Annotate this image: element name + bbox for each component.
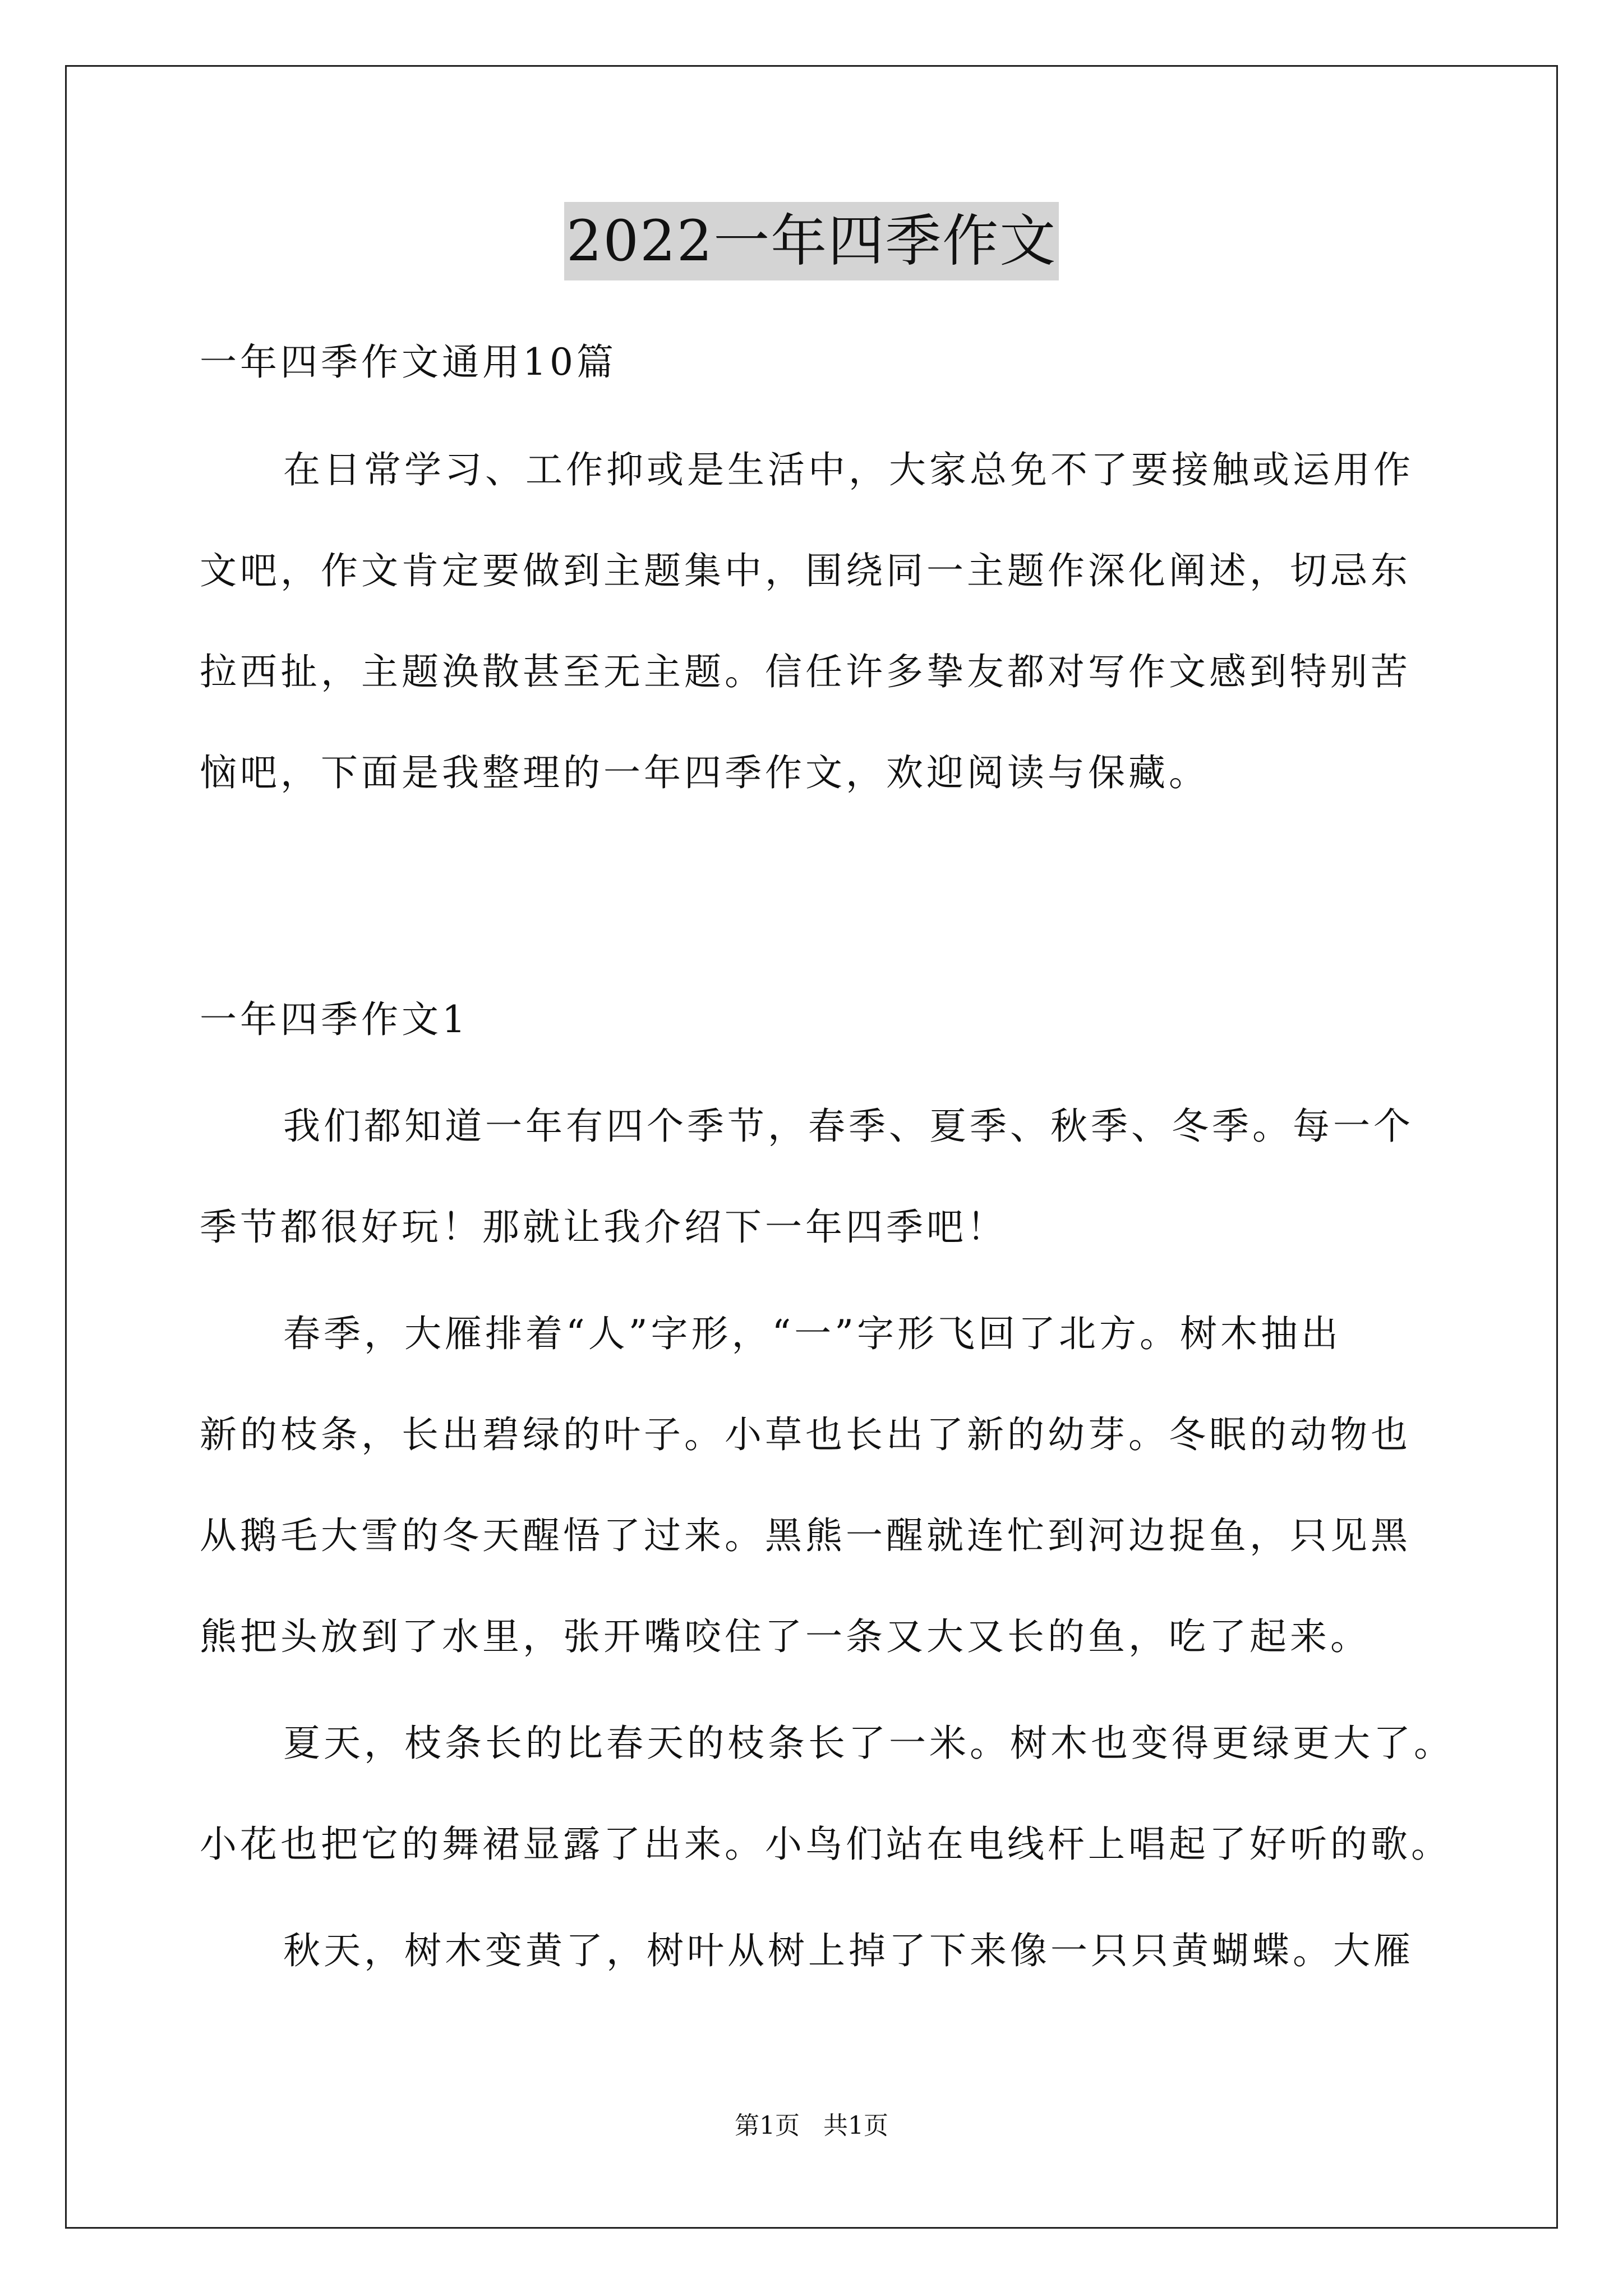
page-footer [0,2109,1623,2143]
body-line-6: 熊把头放到了水里，张开嘴咬住了一条又大又长的鱼，吃了起来。 [200,1615,1371,1658]
section-heading: 一年四季作文1 [200,998,469,1041]
page-number: 第1页 [735,2111,800,2140]
document-subtitle: 一年四季作文通用10篇 [200,341,617,384]
intro-line-4: 恼吧，下面是我整理的一年四季作文，欢迎阅读与保藏。 [200,751,1209,794]
intro-line-3: 拉西扯，主题涣散甚至无主题。信任许多挚友都对写作文感到特别苦 [200,650,1411,693]
title-container [0,202,1623,280]
body-line-9: 秋天，树木变黄了，树叶从树上掉了下来像一只只黄蝴蝶。大雁 [283,1929,1414,1972]
body-line-5: 从鹅毛大雪的冬天醒悟了过来。黑熊一醒就连忙到河边捉鱼，只见黑 [200,1514,1411,1557]
intro-line-2: 文吧，作文肯定要做到主题集中，围绕同一主题作深化阐述，切忌东 [200,549,1411,592]
body-line-8: 小花也把它的舞裙显露了出来。小鸟们站在电线杆上唱起了好听的歌。 [200,1823,1451,1866]
page-total: 共1页 [823,2111,888,2140]
body-line-1: 我们都知道一年有四个季节，春季、夏季、秋季、冬季。每一个 [283,1105,1414,1148]
intro-line-1: 在日常学习、工作抑或是生活中，大家总免不了要接触或运用作 [283,448,1414,491]
body-line-7: 夏天，枝条长的比春天的枝条长了一米。树木也变得更绿更大了。 [283,1722,1454,1765]
body-line-3: 春季，大雁排着“人”字形，“一”字形飞回了北方。树木抽出 [283,1312,1341,1355]
document-title: 2022一年四季作文 [564,202,1059,280]
body-line-2: 季节都很好玩！那就让我介绍下一年四季吧！ [200,1205,1007,1249]
body-line-4: 新的枝条，长出碧绿的叶子。小草也长出了新的幼芽。冬眠的动物也 [200,1413,1411,1456]
